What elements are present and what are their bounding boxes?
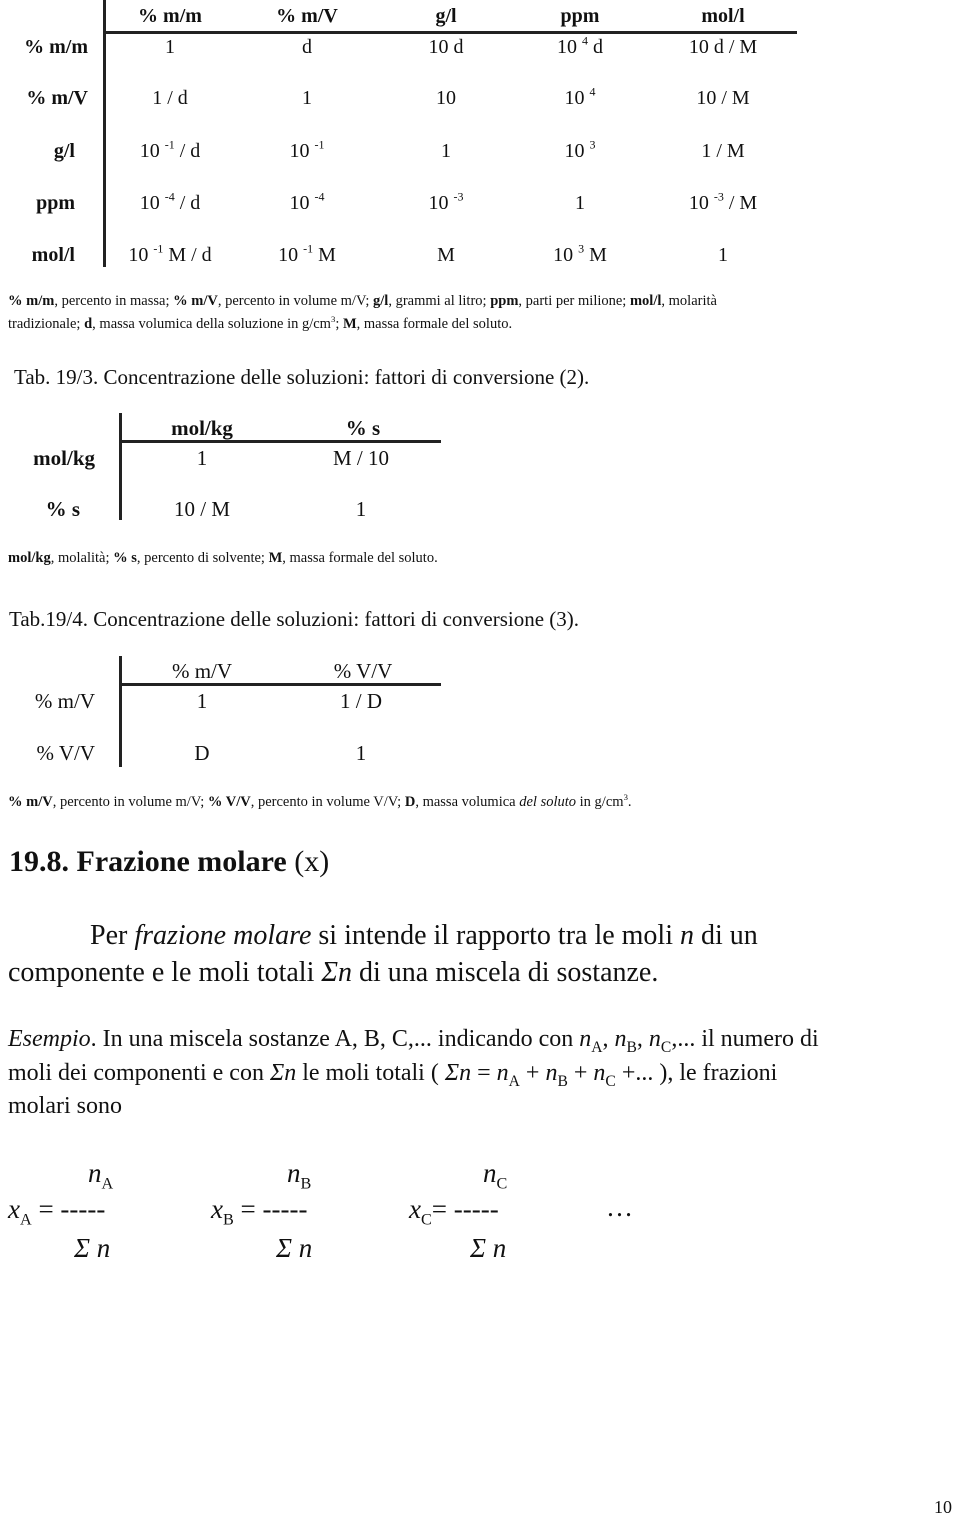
fraction-denominator: Σ n <box>470 1233 507 1263</box>
text-run: = <box>471 1060 497 1086</box>
text-run: + <box>567 1060 594 1086</box>
text-run: , percento in volume V/V; <box>250 794 405 810</box>
table2-legend <box>8 550 438 567</box>
text-run: , massa volumica <box>415 794 520 810</box>
table1-cell: 1 <box>575 192 585 214</box>
table1-cell: 10 $^4$ <box>564 84 596 109</box>
table2-cell: 1 <box>196 446 208 470</box>
table1-cell: 10 <box>436 87 456 109</box>
table3-row-header: % V/V <box>36 741 95 765</box>
definition-line-2 <box>8 957 658 989</box>
table1-legend-line2 <box>8 313 513 333</box>
table1-cell: 10 / M <box>696 87 750 109</box>
text-run: 3 <box>330 313 336 324</box>
table3-cell: 1 <box>355 741 367 765</box>
text-run: % m/V <box>8 794 53 810</box>
text-run: A <box>591 1038 603 1056</box>
fraction-numerator: $n_A$ <box>88 1158 114 1193</box>
text-run: D <box>404 794 416 810</box>
text-run: B <box>557 1072 568 1090</box>
text-run: , percento in volume m/V; <box>52 794 208 810</box>
fraction-denominator: Σ n <box>276 1233 313 1263</box>
table3-cell: 1 <box>196 689 208 713</box>
table1-cell: 1 / d <box>152 87 188 109</box>
table3-header-rule <box>119 683 441 686</box>
text-run: moli dei componenti e con <box>8 1060 270 1086</box>
table1-col-header: % m/m <box>138 5 202 27</box>
table1-cell: 10 $^{-1}$ / d <box>139 137 201 162</box>
table2-column-rule <box>119 413 122 520</box>
text-run: n <box>579 1026 592 1052</box>
table1-legend-line1 <box>8 293 717 310</box>
table2-cell: 1 <box>355 497 367 521</box>
table1-col-header: mol/l <box>701 5 745 27</box>
table1-row-header: g/l <box>53 140 75 162</box>
fraction-numerator: $n_B$ <box>287 1158 312 1193</box>
fraction-denominator: Σ n <box>74 1233 111 1263</box>
table3-caption: Tab.19/4. Concentrazione delle soluzioni: fattori di conversione (3). <box>9 607 580 631</box>
text-run: di un <box>694 920 758 951</box>
text-run: d <box>84 316 93 332</box>
table1-cell: 10 $^{-3}$ / M <box>688 189 758 214</box>
table1-cell: 10 $^{-4}$ <box>289 189 325 214</box>
table3-col-header: % m/V <box>171 659 233 683</box>
text-run: M <box>268 550 283 566</box>
text-run: n <box>593 1060 606 1086</box>
fraction-line: $x_A$ = ----- <box>8 1194 106 1229</box>
text-run: del soluto <box>519 794 577 810</box>
text-run: , molalità; <box>50 550 114 566</box>
example-line-3: molari sono <box>8 1093 122 1119</box>
text-run: , molarità <box>661 293 717 309</box>
table1-cell: 10 $^{-1}$ <box>289 137 325 162</box>
table3-row-header: % m/V <box>34 689 95 713</box>
example-line-2 <box>8 1060 777 1091</box>
text-run: ppm <box>490 293 519 309</box>
table3-cell: 1 / D <box>340 689 382 713</box>
text-run: n <box>680 920 694 951</box>
text-run: A <box>508 1072 520 1090</box>
text-run: . In una miscela sostanze A, B, C,... indicando con <box>90 1026 580 1052</box>
text-run: frazione molare <box>134 920 312 951</box>
table2-row-header: mol/kg <box>33 446 95 470</box>
text-run: n <box>545 1060 558 1086</box>
text-run: n <box>614 1026 627 1052</box>
table2-caption: Tab. 19/3. Concentrazione delle soluzioni: fattori di conversione (2). <box>14 365 590 389</box>
text-run: M <box>342 316 357 332</box>
table2-col-header: % s <box>345 416 381 440</box>
text-run: . <box>627 794 632 810</box>
text-run: Σn <box>444 1060 472 1086</box>
text-run: si intende il rapporto tra le moli <box>311 920 680 951</box>
table1-col-header: ppm <box>560 5 600 27</box>
text-run: , <box>602 1026 615 1052</box>
text-run: % m/V <box>173 293 218 309</box>
text-run: , percento in volume m/V; <box>217 293 373 309</box>
text-run: % s <box>113 550 137 566</box>
table1-cell: 10 $^{-4}$ / d <box>139 189 201 214</box>
table1-cell: M <box>437 244 455 266</box>
text-run: , massa formale del soluto. <box>282 550 438 566</box>
text-run: C <box>660 1038 672 1056</box>
table2-header-rule <box>119 440 441 443</box>
table1-cell: 10 $^3$ <box>564 137 596 162</box>
table1-cell: 10 d <box>428 36 464 58</box>
table3-column-rule <box>119 656 122 767</box>
text-run: , percento di solvente; <box>136 550 269 566</box>
text-run: , massa formale del soluto. <box>356 316 513 332</box>
text-run: + <box>519 1060 546 1086</box>
table2-col-header: mol/kg <box>171 416 233 440</box>
table1-cell: 10 $^3$ M <box>553 241 607 266</box>
example-line-1 <box>8 1026 819 1057</box>
text-run: ,... il numero di <box>671 1026 819 1052</box>
text-run: , massa volumica della soluzione in g/cm <box>92 316 331 332</box>
text-run: C <box>605 1072 616 1090</box>
text-run: ; <box>335 316 343 332</box>
text-run: Σn <box>269 1060 297 1086</box>
text-run: mol/kg <box>8 550 51 566</box>
text-run: in g/cm <box>576 794 624 810</box>
table1-cell: 10 $^{-1}$ M / d <box>128 241 212 266</box>
text-run: tradizionale; <box>8 316 85 332</box>
text-run: % V/V <box>207 794 251 810</box>
text-run: % m/m <box>8 293 55 309</box>
fraction-numerator: $n_C$ <box>483 1158 508 1193</box>
table2-cell: M / 10 <box>332 446 390 470</box>
table1-cell: 10 $^{-1}$ M <box>278 241 336 266</box>
table1-cell: 10 d / M <box>688 36 758 58</box>
table1-row-header: % m/m <box>24 36 88 58</box>
section-heading <box>9 845 329 879</box>
text-run: , <box>636 1026 649 1052</box>
table1-col-header: % m/V <box>276 5 338 27</box>
table1-col-header: g/l <box>435 5 457 27</box>
text-run: , parti per milione; <box>518 293 630 309</box>
text-run: n <box>648 1026 661 1052</box>
section-title: 19.8. Frazione molare <box>9 845 287 878</box>
definition-line-1 <box>90 920 758 952</box>
text-run: mol/l <box>629 293 662 309</box>
table1-cell: 1 <box>441 140 451 162</box>
table1-cell: 10 $^4$ d <box>557 33 603 58</box>
text-run: B <box>626 1038 637 1056</box>
text-run: Per <box>90 920 135 951</box>
text-run: n <box>496 1060 509 1086</box>
text-run: +... ), le frazioni <box>615 1060 778 1086</box>
table1-cell: 1 <box>165 36 175 58</box>
table1-cell: d <box>302 36 312 58</box>
fraction-line: $x_C=$ ----- <box>409 1194 499 1229</box>
ellipsis: … <box>606 1192 633 1222</box>
table1-column-rule <box>103 0 106 267</box>
table3-cell: D <box>194 741 210 765</box>
table2-row-header: % s <box>45 497 80 521</box>
section-symbol: (x) <box>294 845 330 878</box>
text-run: Esempio <box>8 1026 91 1052</box>
table1-cell: 10 $^{-3}$ <box>428 189 464 214</box>
table1-row-header: % m/V <box>26 87 88 109</box>
text-run: componente e le moli totali <box>8 957 322 988</box>
text-run: , percento in massa; <box>54 293 174 309</box>
table1-cell: 1 <box>302 87 312 109</box>
table2-cell: 10 / M <box>173 497 231 521</box>
text-run: g/l <box>373 293 389 309</box>
table3-col-header: % V/V <box>333 659 393 683</box>
table1-cell: 1 / M <box>701 140 745 162</box>
text-run: , grammi al litro; <box>388 293 491 309</box>
text-run: le moli totali ( <box>296 1060 445 1086</box>
table1-row-header: ppm <box>36 192 75 214</box>
table3-legend <box>8 791 632 811</box>
table1-cell: 1 <box>718 244 728 266</box>
text-run: Σn <box>321 957 352 988</box>
table1-header-rule <box>103 31 797 34</box>
fraction-line: $x_B$ = ----- <box>211 1194 308 1229</box>
page-number: 10 <box>934 1497 952 1517</box>
text-run: di una miscela di sostanze. <box>352 957 659 988</box>
text-run: 3 <box>623 791 628 802</box>
table1-row-header: mol/l <box>31 244 75 266</box>
